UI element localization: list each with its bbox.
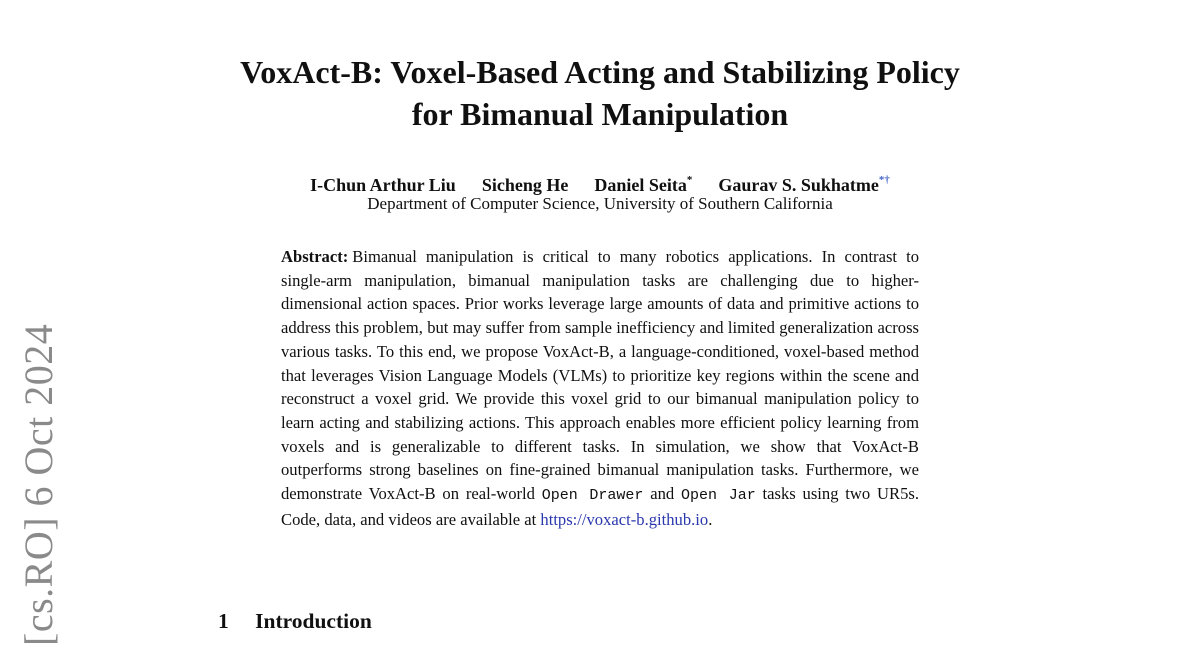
section-number: 1 <box>218 609 229 633</box>
paper-title-line1: VoxAct-B: Voxel-Based Acting and Stabilizing Policy <box>240 54 960 90</box>
paper-url-link[interactable]: https://voxact-b.github.io <box>540 509 709 529</box>
abstract-segment-normal: Bimanual manipulation is critical to many robotics applications. In contrast to single-arm manipulation, bimanual manipulation tasks are challenging due to higher-dimensional action spaces. Prior works leverage large amounts of data and primitive actions to address this problem, but may suffer from sample inefficiency and limited generalization across various tasks. To this end, we propose VoxAct-B, a language-conditioned, voxel-based method that leverages Vision Language Models (VLMs) to prioritize key regions within the scene and reconstruct a voxel grid. We provide this voxel grid to our bimanual manipulation policy to learn acting and stabilizing actions. This approach enables more efficient policy learning from voxels and is generalizable to different tasks. In simulation, we show that VoxAct-B outperforms strong baselines on fine-grained bimanual manipulation tasks. Furthermore, we demonstrate VoxAct-B on real-world <box>281 247 919 504</box>
author-name: I-Chun Arthur Liu <box>310 175 456 195</box>
author-name: Sicheng He <box>481 175 569 195</box>
arxiv-stamp: [cs.RO] 6 Oct 2024 <box>16 323 61 646</box>
abstract-segment-normal: tasks using two UR5s. Code, data, and videos are available at <box>281 484 919 529</box>
abstract-segment-normal: and <box>643 484 682 504</box>
paper-title-line2: for Bimanual Manipulation <box>411 96 789 132</box>
section-title: Introduction <box>255 609 372 633</box>
abstract-segment-mono: Open Jar <box>681 487 756 505</box>
abstract-paragraph <box>281 245 919 531</box>
author-name: Daniel Seita* <box>594 174 693 195</box>
paper-title <box>0 51 1200 135</box>
abstract-segment-normal: . <box>708 509 713 529</box>
affiliation: Department of Computer Science, University of Southern California <box>367 194 833 213</box>
section-heading <box>218 607 372 635</box>
abstract-segment-mono: Open Drawer <box>541 487 644 505</box>
author-footnote-marker: * <box>686 174 693 186</box>
abstract-segment-bold: Abstract: <box>281 247 349 266</box>
author-name: Gaurav S. Sukhatme*† <box>718 174 890 195</box>
author-footnote-marker: *† <box>878 174 890 186</box>
